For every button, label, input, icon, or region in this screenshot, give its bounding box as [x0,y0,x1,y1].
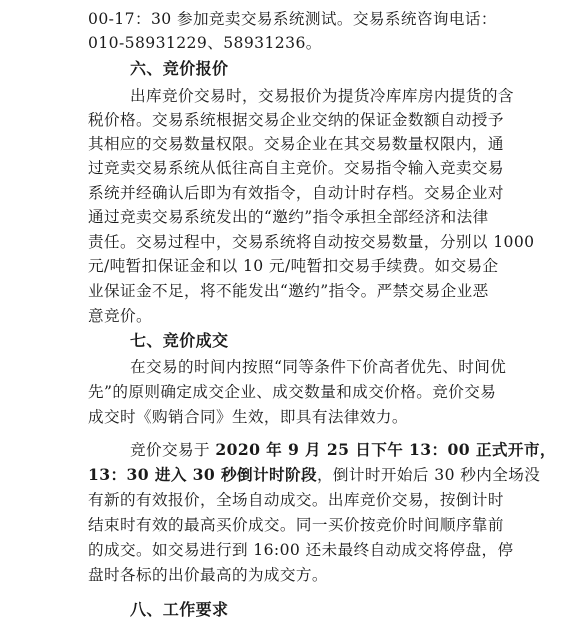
section6-line-4: 过竞卖交易系统从低往高自主竞价。交易指令输入竞卖交易 [88,159,504,177]
section7-line-2: 先”的原则确定成交企业、成交数量和成交价格。竞价交易 [88,383,497,401]
section-heading-6: 六、竞价报价 [130,59,229,78]
section6-line-1: 出库竞价交易时，交易报价为提货冷库库房内提货的含 [130,87,514,105]
section7-p2-line-5: 的成交。如交易进行到 16:00 还未最终自动成交将停盘，停 [88,541,514,559]
section6-line-5: 系统并经确认后即为有效指令，自动计时存档。交易企业对 [88,184,504,202]
section6-line-3: 其相应的交易数量权限。交易企业在其交易数量权限内，通 [88,135,504,153]
section-heading-7: 七、竞价成交 [130,331,229,350]
section7-p2-line-3: 有新的有效报价，全场自动成交。出库竞价交易，按倒计时 [88,491,504,509]
section6-line-9: 业保证金不足，将不能发出“邀约”指令。严禁交易企业恶 [88,282,489,300]
section6-line-7: 责任。交易过程中，交易系统将自动按交易数量，分别以 1000 [88,233,535,251]
section6-line-10: 意竞价。 [88,307,152,325]
intro-line-2: 010-58931229、58931236。 [88,34,322,52]
section6-line-6: 通过竞卖交易系统发出的“邀约”指令承担全部经济和法律 [88,208,489,226]
section7-p2-line-1 [130,438,556,462]
section7-p2-line-2 [88,463,540,487]
section7-line-3: 成交时《购销合同》生效，即具有法律效力。 [88,408,408,426]
p2-line1-normal: 竞价交易于 [130,441,216,459]
section7-p2-line-4: 结束时有效的最高买价成交。同一买价按竞价时间顺序靠前 [88,516,504,534]
section6-line-2: 税价格。交易系统根据交易企业交纳的保证金数额自动授予 [88,111,504,129]
intro-line-1: 00-17：30 参加竞卖交易系统测试。交易系统咨询电话： [88,10,497,28]
section7-p2-line-6: 盘时各标的出价最高的为成交方。 [88,566,328,584]
p2-line2-bold: 13：30 进入 30 秒倒计时阶段 [88,465,317,484]
p2-line1-bold: 2020 年 9 月 25 日下午 13：00 正式开市， [215,440,556,459]
section7-line-1: 在交易的时间内按照“同等条件下价高者优先、时间优 [130,358,507,376]
section-heading-8: 八、工作要求 [130,600,229,619]
p2-line2-normal: ，倒计时开始后 30 秒内全场没 [316,466,541,484]
section6-line-8: 元/吨暂扣保证金和以 10 元/吨暂扣交易手续费。如交易企 [88,257,499,275]
